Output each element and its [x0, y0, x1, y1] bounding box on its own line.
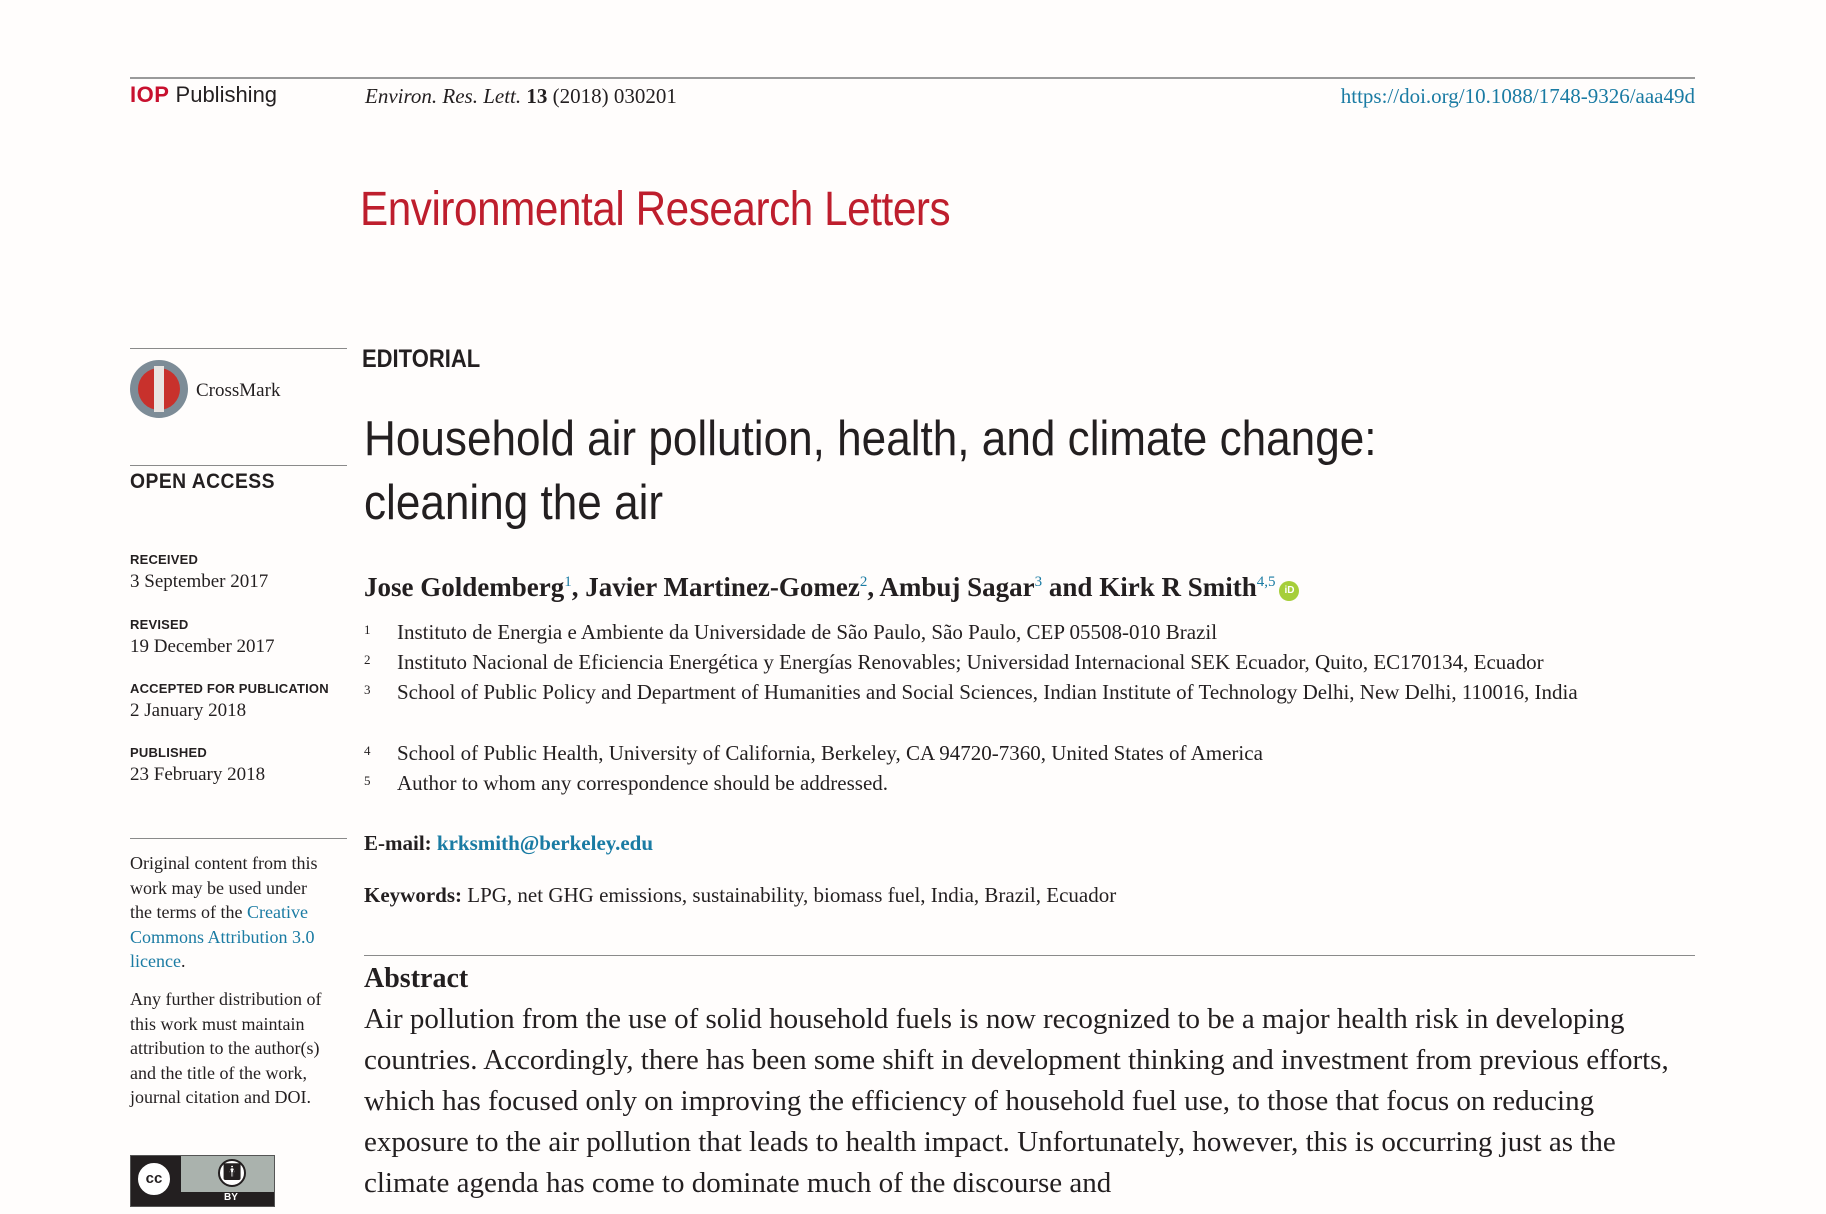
- author-name[interactable]: Javier Martinez-Gomez: [585, 572, 860, 602]
- keywords-line: [364, 883, 1116, 908]
- affiliation-text: Author to whom any correspondence should be addressed.: [397, 771, 889, 795]
- licence-text: Original content from this work may be used under the terms of the: [130, 853, 318, 922]
- keywords-label: Keywords:: [364, 883, 462, 907]
- licence-period: .: [180, 951, 186, 971]
- affiliation-text: Instituto Nacional de Eficiencia Energética y Energías Renovables; Universidad Internacional SEK Ecuador, Quito, EC170134, Ecuador: [397, 650, 1544, 674]
- header-rule: [130, 77, 1695, 79]
- email-label: E-mail:: [364, 831, 432, 855]
- affiliation-ref[interactable]: 1: [564, 574, 572, 590]
- iop-mark: IOP: [130, 82, 170, 107]
- crossmark-icon: [130, 360, 188, 418]
- doi-link[interactable]: https://doi.org/10.1088/1748-9326/aaa49d: [1340, 84, 1695, 108]
- revised-date: 19 December 2017: [130, 636, 275, 657]
- distribution-statement: Any further distribution of this work must maintain attribution to the author(s) and the title of the work, journal citation and DOI.: [130, 989, 322, 1107]
- abstract-text: Air pollution from the use of solid household fuels is now recognized to be a major health risk in developing countries. Accordingly, there has been some shift in development thinking and investment from previous efforts, which has focused only on improving the efficiency of household fuel use, to those that focus on reducing exposure to the air pollution that leads to health impact. Unfortunately, however, this is occurring just as the climate agenda has come to dominate much of the discourse and: [364, 1003, 1669, 1199]
- creative-commons-link[interactable]: Creative Commons Attribution 3.0 licence: [130, 902, 315, 971]
- accepted-date: 2 January 2018: [130, 700, 247, 721]
- title-line: cleaning the air: [364, 476, 664, 530]
- author-name[interactable]: Jose Goldemberg: [364, 572, 565, 602]
- received-date: 3 September 2017: [130, 571, 269, 592]
- accepted-label: ACCEPTED FOR PUBLICATION: [130, 681, 329, 696]
- email-link[interactable]: krksmith@berkeley.edu: [436, 831, 654, 855]
- attribution-person-icon: 🚹︎: [218, 1159, 246, 1187]
- abstract-heading: Abstract: [364, 963, 469, 994]
- received-label: RECEIVED: [130, 552, 199, 567]
- email-line: [364, 831, 653, 856]
- affiliation-number: 5: [364, 773, 371, 788]
- abstract-divider: [364, 955, 1695, 956]
- licence-statement: [130, 851, 330, 974]
- affiliation-number: 2: [364, 652, 371, 667]
- revised-label: REVISED: [130, 617, 189, 632]
- affiliation-text: School of Public Policy and Department of Humanities and Social Sciences, Indian Institute of Technology Delhi, New Delhi, 110016, India: [397, 680, 1578, 704]
- author-name[interactable]: Ambuj Sagar: [879, 572, 1035, 602]
- published-date: 23 February 2018: [130, 764, 266, 785]
- cc-by-badge[interactable]: [130, 1155, 275, 1207]
- sidebar-divider: [130, 838, 347, 839]
- affiliation-ref[interactable]: 2: [859, 574, 868, 590]
- crossmark-button[interactable]: [130, 360, 290, 420]
- affiliation-ref[interactable]: 3: [1034, 574, 1043, 590]
- journal-abbrev: Environ. Res. Lett.: [365, 84, 522, 108]
- title-line: Household air pollution, health, and climate change:: [364, 412, 1377, 466]
- by-label: BY: [224, 1192, 238, 1203]
- volume-number: 13: [526, 84, 548, 108]
- author-list: Jose Goldemberg$^1$, Javier Martinez-Gomez$^2$, Ambuj Sagar$^3$ and Kirk R Smith$^{4,5}$iD: [364, 572, 1299, 603]
- affiliation-text: School of Public Health, University of California, Berkeley, CA 94720-7360, United States of America: [397, 741, 1263, 765]
- author-name[interactable]: Kirk R Smith: [1099, 572, 1257, 602]
- iop-publishing-logo[interactable]: [130, 82, 277, 108]
- publishing-word: Publishing: [175, 82, 278, 107]
- crossmark-label: CrossMark: [196, 380, 281, 401]
- article-title: [364, 407, 1444, 535]
- affiliation-text: Instituto de Energia e Ambiente da Universidade de São Paulo, São Paulo, CEP 05508-010 Brazil: [397, 620, 1218, 644]
- affiliation-ref[interactable]: 4,5: [1256, 574, 1276, 590]
- sidebar-divider: [130, 465, 347, 466]
- open-access-label: OPEN ACCESS: [130, 470, 275, 493]
- sidebar-divider: [130, 348, 347, 349]
- year-article-number: (2018) 030201: [552, 84, 677, 108]
- published-label: PUBLISHED: [130, 745, 207, 760]
- article-type: EDITORIAL: [362, 345, 481, 373]
- orcid-icon[interactable]: iD: [1279, 581, 1299, 601]
- journal-citation: [365, 84, 677, 109]
- keywords-list: LPG, net GHG emissions, sustainability, biomass fuel, India, Brazil, Ecuador: [467, 883, 1117, 907]
- cc-icon: cc: [136, 1161, 172, 1197]
- affiliation-number: 1: [364, 622, 371, 637]
- affiliation-number: 3: [364, 682, 371, 697]
- journal-name[interactable]: Environmental Research Letters: [360, 183, 951, 236]
- affiliation-number: 4: [364, 743, 371, 758]
